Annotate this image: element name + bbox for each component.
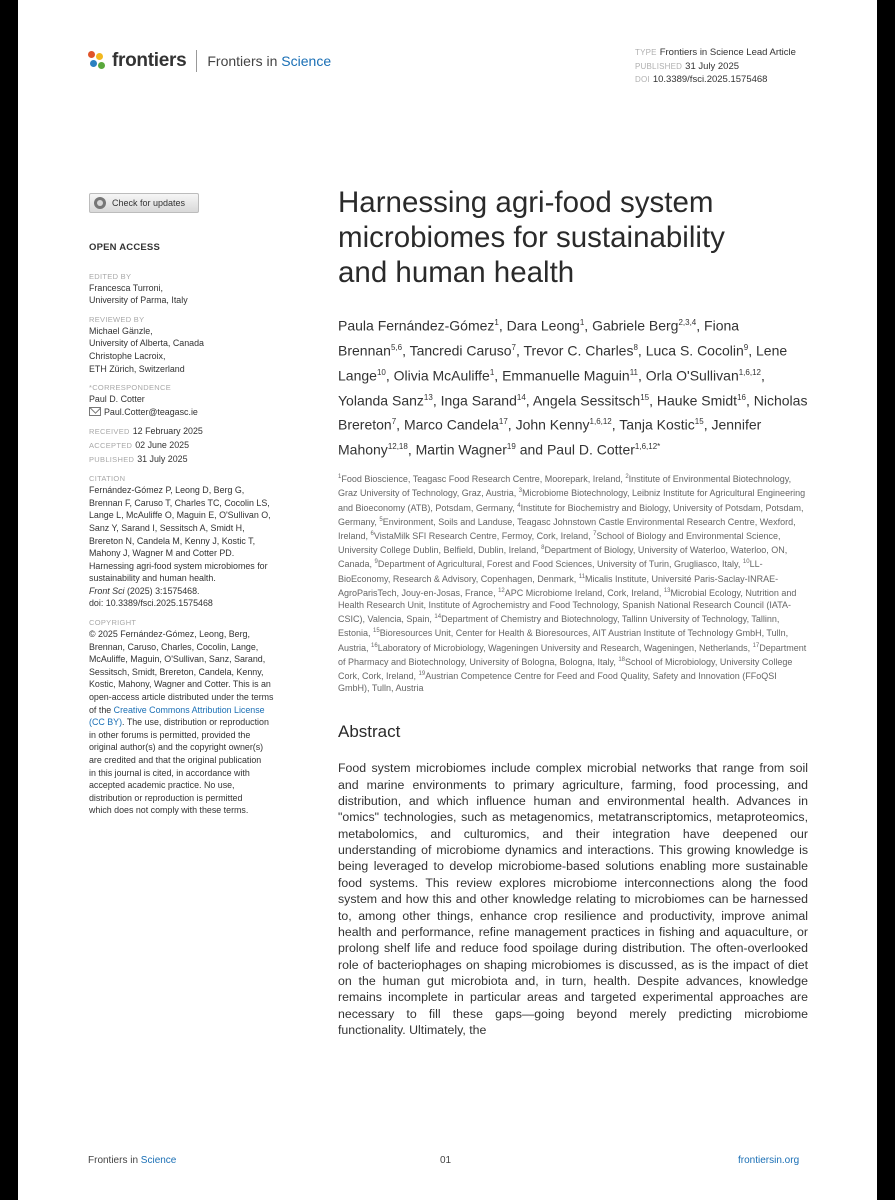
author-name[interactable]: Inga Sarand xyxy=(440,392,517,409)
date-label: RECEIVED xyxy=(89,427,130,437)
meta-label: PUBLISHED xyxy=(635,61,683,71)
author-affiliation-number: 12,18 xyxy=(387,442,408,452)
logo-wordmark: frontiers xyxy=(112,50,187,71)
article-page xyxy=(18,0,877,1200)
author-affiliation-number: 14 xyxy=(516,392,526,402)
author-affiliation-number: 1 xyxy=(494,318,499,327)
logo-dot xyxy=(98,62,105,69)
author-name[interactable]: Paula Fernández-Gómez xyxy=(338,317,495,334)
meta-value: Frontiers in Science Lead Article xyxy=(659,47,796,58)
affiliation-text: LL-BioEconomy, Research & Advisory, Copenhagen, Denmark, xyxy=(338,559,763,584)
affiliation-text: Food Bioscience, Teagasc Food Research Centre, Moorepark, Ireland, xyxy=(341,474,626,485)
affiliation-number: 6 xyxy=(370,530,374,537)
author-list: Paula Fernández-Gómez$^1$, Dara Leong$^1$, Gabriele Berg$^{2,3,4}$, Fiona Brennan$^{5,6}$, Tancredi Caruso$^7$, Trevor C. Charles$^8$, Luca S. Cocolin$^9$, Lene Lange$^{10}$, Olivia McAuliffe$^1$, Emmanuelle Maguin$^{11}$, Orla O'Sullivan$^{1,6,12}$, Yolanda Sanz$^{13}$, Inga Sarand$^{14}$, Angela Sessitsch$^{15}$, Hauke Smidt$^{16}$, Nicholas Brereton$^7$, Marco Candela$^{17}$, John Kenny$^{1,6,12}$, Tanja Kostic$^{15}$, Jennifer Mahony$^{12,18}$, Martin Wagner$^{19}$ and Paul D. Cotter$^{1,6,12*}$ xyxy=(338,317,808,458)
meta-value: 31 July 2025 xyxy=(685,60,740,72)
author-name[interactable]: Paul D. Cotter xyxy=(546,441,635,458)
author-affiliation-number: 1,6,12 xyxy=(738,367,761,377)
author-name[interactable]: Tancredi Caruso xyxy=(409,342,512,359)
affiliation-text: Laboratory of Microbiology, Wageningen University and Research, Wageningen, Netherlands, xyxy=(377,642,753,653)
copyright-text: of the xyxy=(89,704,114,715)
reviewer-line: ETH Zürich, Switzerland xyxy=(89,363,185,374)
author-affiliation-number: 16 xyxy=(737,392,746,402)
check-for-updates-button[interactable] xyxy=(89,193,199,213)
author-name[interactable]: Marco Candela xyxy=(403,417,499,434)
author-name[interactable]: Angela Sessitsch xyxy=(532,392,641,409)
affiliation-text: School of Biology and Environmental Science, University College Dublin, Belfield, Dublin, Ireland, xyxy=(338,530,781,556)
abstract-text: Food system microbiomes include complex microbial networks that range from soil and marine environments to primary agriculture, farming, food processing, and distribution, and which influence human and environmental health. Advances in "omics" technologies, such as metagenomics, metatranscriptomics, metaproteomics, metabolomics, and culturomics, and their integration have deepened our understanding of microbiome dynamics and interactions. This growing knowledge is being leveraged to develop microbiome-based solutions enabling more sustainable food systems. This review explores microbiome interconnections along the food system and how this and other knowledge relating to microbiomes can be harnessed to, among other things, enhance crop resilience and productivity, improve animal health and performance, refine management practices in fishing and aquaculture, or prolong shelf life and reduce food spoilage during distribution. The often-overlooked role of bacteriophages on shaping microbiomes is discussed, as is the impact of diet on the human gut microbiota and, in turn, health. Despite advances, knowledge remains incomplete in particular areas and targeted experimental approaches are necessary to fill these gaps—going beyond merely predicting microbiome functionality. Ultimately, the xyxy=(338,761,808,1037)
edited-by-label: EDITED BY xyxy=(89,271,132,281)
author-affiliation-number: 15 xyxy=(694,417,704,427)
affiliation-text: Microbiome Biotechnology, Leibniz Institute for Agricultural Engineering and Bioeconomy (ATB), Potsdam, Germany, xyxy=(338,488,806,513)
editor-line: Francesca Turroni, xyxy=(89,282,163,293)
author-and: and xyxy=(519,441,547,458)
logo-dot xyxy=(90,60,97,67)
reviewer-line: University of Alberta, Canada xyxy=(89,338,204,349)
author-affiliation-number: 5,6 xyxy=(390,342,403,352)
copyright-line: in other forums is permitted, provided the xyxy=(89,729,251,740)
logo-dot xyxy=(96,53,103,60)
update-icon xyxy=(94,197,106,209)
article-title xyxy=(338,185,808,290)
affiliation-text: Institute for Biochemistry and Biology, University of Potsdam, Potsdam, Germany, xyxy=(338,502,804,527)
date-value: 12 February 2025 xyxy=(132,426,203,437)
author-name[interactable]: Tanja Kostic xyxy=(619,417,695,434)
affiliation-number: 7 xyxy=(593,530,597,537)
reviewer-line: Christophe Lacroix, xyxy=(89,350,166,361)
journal-suffix: Science xyxy=(281,53,332,69)
copyright-line xyxy=(89,704,299,717)
affiliations xyxy=(338,471,808,694)
license-link[interactable]: Creative Commons Attribution License xyxy=(113,704,265,715)
affiliation-text: VistaMilk SFI Research Centre, Fermoy, Cork, Ireland, xyxy=(373,530,594,541)
affiliation-text: APC Microbiome Ireland, Cork, Ireland, xyxy=(504,587,664,598)
date-row xyxy=(89,453,299,467)
affiliation-text: Micalis Institute, Université Paris-Saclay-INRAE-AgroParisTech, Jouy-en-Josas, France, xyxy=(338,573,779,598)
citation-line: Lange L, McAuliffe O, Maguin E, O'Sullivan O, xyxy=(89,510,271,521)
citation-line: Mahony J, Wagner M and Cotter PD. xyxy=(89,548,235,559)
frontiers-logo-icon xyxy=(88,51,108,71)
affiliation-number: 14 xyxy=(434,614,442,621)
footer-journal xyxy=(88,1155,176,1166)
copyright-label: COPYRIGHT xyxy=(89,618,137,628)
copyright-line: in this journal is cited, in accordance with xyxy=(89,767,250,778)
author-name[interactable]: Trevor C. Charles xyxy=(523,342,634,359)
copyright-line: © 2025 Fernández-Gómez, Leong, Berg, xyxy=(89,629,250,640)
editor-line: University of Parma, Italy xyxy=(89,295,188,306)
logo-dot xyxy=(88,51,95,58)
copyright-line: which does not comply with these terms. xyxy=(89,805,249,816)
citation-line: Harnessing agri-food system microbiomes for xyxy=(89,560,268,571)
author-affiliation-number: 7 xyxy=(511,342,516,352)
logo-divider xyxy=(196,50,197,72)
copyright-line: accepted academic practice. No use, xyxy=(89,780,235,791)
affiliation-number: 15 xyxy=(373,628,380,635)
date-row xyxy=(89,439,299,453)
citation-journal: Front Sci xyxy=(89,585,125,596)
meta-row xyxy=(635,73,796,87)
article-sidebar xyxy=(89,242,299,824)
author-affiliation-number: 19 xyxy=(506,442,516,452)
article-meta xyxy=(635,46,796,87)
reviewed-by-section xyxy=(89,314,299,375)
author-name[interactable]: Olivia McAuliffe xyxy=(393,367,490,384)
author-affiliation-number: 10 xyxy=(376,367,386,377)
author-name[interactable]: Luca S. Cocolin xyxy=(645,342,744,359)
copyright-line: Sessitsch, Smidt, Brereton, Candela, Kenny, xyxy=(89,666,264,677)
citation-label: CITATION xyxy=(89,474,126,484)
author-name[interactable]: Gabriele Berg xyxy=(592,317,679,334)
page-number: 01 xyxy=(440,1155,452,1166)
author-name[interactable]: Martin Wagner xyxy=(415,441,507,458)
footer-website-link[interactable]: frontiersin.org xyxy=(738,1155,800,1166)
meta-value: 10.3389/fsci.2025.1575468 xyxy=(652,74,768,85)
affiliation-number: 5 xyxy=(379,516,383,523)
author-affiliation-number: 2,3,4 xyxy=(678,318,697,327)
affiliation-text: Environment, Soils and Landuse, Teagasc Johnstown Castle Environmental Research Centre, Wexford, Ireland, xyxy=(338,516,796,541)
meta-label: TYPE xyxy=(635,48,657,57)
affiliation-number: 9 xyxy=(374,559,378,566)
citation-line: Brennan F, Caruso T, Charles TC, Cocolin LS, xyxy=(89,497,270,508)
affiliation-number: 11 xyxy=(578,573,586,580)
meta-row xyxy=(635,46,796,60)
author-affiliation-number: 1 xyxy=(489,367,495,377)
date-row xyxy=(89,425,299,439)
copyright-line: distribution or reproduction is permitted xyxy=(89,792,243,803)
open-access-label: OPEN ACCESS xyxy=(89,242,161,253)
affiliation-number: 1 xyxy=(338,474,342,481)
meta-row xyxy=(635,60,796,74)
affiliation-text: Microbial Ecology, Nutrition and Health Research Unit, Institute of Agrochemistry and Food Technology, Spanish National Research Council (IATA-CSIC), Valencia, Spain, xyxy=(338,587,797,625)
author-name[interactable]: Jennifer Mahony xyxy=(338,417,762,458)
journal-prefix: Frontiers in xyxy=(207,53,282,69)
copyright-text: . The use, distribution or reproduction xyxy=(122,717,269,728)
frontiers-logo[interactable] xyxy=(88,50,331,72)
title-line: Harnessing agri-food system xyxy=(338,186,714,219)
copyright-line: are credited and that the original publication xyxy=(89,755,262,765)
date-value: 02 June 2025 xyxy=(135,439,190,450)
author-affiliation-number: 7 xyxy=(391,417,397,427)
affiliation-number: 2 xyxy=(625,474,629,481)
author-affiliation-number: 9 xyxy=(743,342,749,352)
affiliation-number: 18 xyxy=(618,656,626,663)
author-affiliation-number: 15 xyxy=(640,392,650,402)
citation-line: sustainability and human health. xyxy=(89,573,216,584)
affiliation-number: 13 xyxy=(663,587,671,594)
author-affiliation-number: 8 xyxy=(633,342,638,352)
author-affiliation-number: 11 xyxy=(629,367,639,377)
reviewer-line: Michael Gänzle, xyxy=(89,325,153,336)
article-main xyxy=(338,185,808,1038)
author-affiliation-number: 1,6,12* xyxy=(634,442,661,452)
affiliation-number: 10 xyxy=(742,559,750,566)
correspondence-email[interactable]: Paul.Cotter@teagasc.ie xyxy=(104,406,198,417)
footer-journal-suffix: Science xyxy=(140,1155,177,1166)
correspondence-label: *CORRESPONDENCE xyxy=(89,383,172,393)
correspondence-email-row[interactable] xyxy=(89,406,299,419)
copyright-line: original author(s) and the copyright owner(s) xyxy=(89,742,264,753)
author-name[interactable]: Nicholas Brereton xyxy=(338,392,808,434)
copyright-line: Kostic, Mahony, Wagner and Cotter. This is an xyxy=(89,679,271,690)
reviewed-by-label: REVIEWED BY xyxy=(89,314,145,324)
author-name[interactable]: John Kenny xyxy=(515,417,590,434)
author-name[interactable]: Hauke Smidt xyxy=(656,392,738,409)
journal-name[interactable] xyxy=(207,53,331,69)
affiliation-text: School of Microbiology, University College Cork, Cork, Ireland, xyxy=(338,656,793,681)
affiliation-text: Department of Biology, University of Waterloo, Waterloo, ON, Canada, xyxy=(338,545,788,570)
correspondence-section xyxy=(89,382,299,418)
copyright-line: McAuliffe, Maguin, O'Sullivan, Sanz, Sarand, xyxy=(89,654,266,665)
date-label: ACCEPTED xyxy=(89,440,133,450)
affiliation-text: Bioresources Unit, Center for Health & Bioresources, AIT Austrian Institute of Technology GmbH, Tulln, Austria, xyxy=(338,628,789,653)
dates-section xyxy=(89,425,299,466)
edited-by-section xyxy=(89,271,299,307)
citation-line: Sanz Y, Sarand I, Sessitsch A, Smidt H, xyxy=(89,522,245,533)
title-line: microbiomes for sustainability xyxy=(338,221,725,254)
author-affiliation-number: 1,6,12 xyxy=(589,417,612,427)
abstract-heading: Abstract xyxy=(338,722,401,742)
affiliation-text: Department of Agricultural, Forest and Food Sciences, University of Turin, Grugliasco, Italy, xyxy=(377,559,743,570)
meta-label: DOI xyxy=(635,75,650,84)
author-name[interactable]: Yolanda Sanz xyxy=(338,392,424,409)
check-for-updates-label: Check for updates xyxy=(112,198,186,208)
date-value: 31 July 2025 xyxy=(137,453,188,464)
copyright-line xyxy=(89,716,299,729)
affiliation-number: 12 xyxy=(498,587,505,594)
license-link-cc-by[interactable]: (CC BY) xyxy=(89,717,123,728)
affiliation-number: 8 xyxy=(541,545,545,552)
author-name[interactable]: Fiona Brennan xyxy=(338,317,740,359)
affiliation-number: 16 xyxy=(371,642,378,649)
author-name[interactable]: Lene Lange xyxy=(338,342,788,384)
affiliation-number: 4 xyxy=(517,502,521,509)
author-name[interactable]: Emmanuelle Maguin xyxy=(502,367,630,384)
affiliation-number: 3 xyxy=(518,488,523,495)
mail-icon xyxy=(89,407,101,416)
author-name[interactable]: Orla O'Sullivan xyxy=(645,367,739,384)
author-affiliation-number: 17 xyxy=(498,417,508,427)
author-affiliation-number: 1 xyxy=(579,318,585,327)
affiliation-text: Department of Chemistry and Biotechnology, Tallinn University of Technology, Tallinn, Estonia, xyxy=(338,614,780,639)
footer-journal-prefix: Frontiers in xyxy=(88,1155,141,1166)
citation-doi[interactable]: doi: 10.3389/fsci.2025.1575468 xyxy=(89,598,213,609)
correspondence-name: Paul D. Cotter xyxy=(89,394,145,405)
author-affiliation-number: 13 xyxy=(423,392,433,402)
citation-volume: (2025) 3:1575468. xyxy=(124,585,200,596)
affiliation-number: 17 xyxy=(752,642,760,649)
citation-section xyxy=(89,473,299,610)
title-line: and human health xyxy=(338,256,575,289)
copyright-line: Brennan, Caruso, Charles, Cocolin, Lange, xyxy=(89,641,259,652)
copyright-line: open-access article distributed under the terms xyxy=(89,692,274,703)
citation-line: Brereton N, Candela M, Kenny J, Kostic T, xyxy=(89,535,256,546)
copyright-section xyxy=(89,617,299,817)
author-name[interactable]: Dara Leong xyxy=(506,317,580,334)
affiliation-text: Institute of Environmental Biotechnology, Graz University of Technology, Graz, Austria, xyxy=(338,474,792,499)
affiliation-text: Austrian Competence Centre for Feed and Food Quality, Safety and Innovation (FFoQSI GmbH), Tulln, Austria xyxy=(338,671,777,694)
affiliation-number: 19 xyxy=(418,671,426,677)
affiliation-text: Department of Pharmacy and Biotechnology, University of Bologna, Bologna, Italy, xyxy=(338,642,807,667)
date-label: PUBLISHED xyxy=(89,454,135,464)
citation-line: Fernández-Gómez P, Leong D, Berg G, xyxy=(89,485,245,496)
